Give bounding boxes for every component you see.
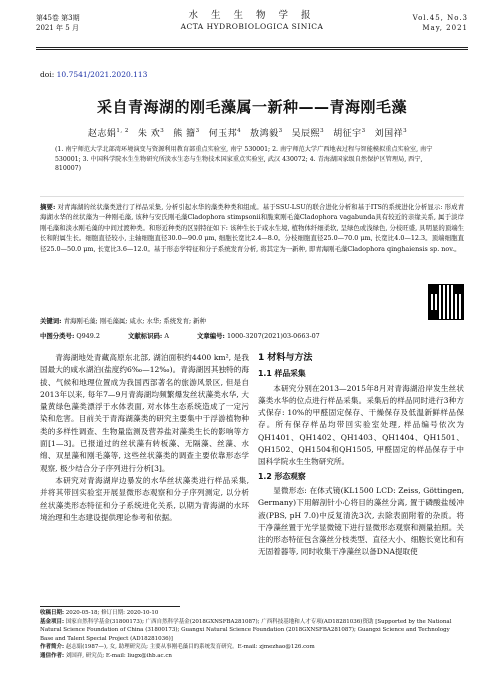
document-code: 文献标识码: A (127, 332, 169, 340)
author-name (292, 129, 325, 139)
footnote-received: 收稿日期: 2020-05-18; 修订日期: 2020-10-10 (40, 610, 159, 616)
footnote-corresponding: 通信作者: 刘国祥, 研究员; E-mail: liugx@ihb.ac.cn (40, 652, 172, 659)
volume-info-en (413, 13, 468, 33)
keywords-text: 青海刚毛藻; 刚毛藻属; 咸水; 水华; 系统发育; 新种 (63, 317, 206, 325)
author-name (138, 129, 164, 139)
volume-issue: 第45卷 第3期 (36, 14, 80, 22)
author-list (40, 126, 464, 139)
author-name-text: 赵志娟 (87, 129, 117, 139)
doi-line (40, 70, 147, 79)
author-affiliation-mark: 3 (403, 128, 408, 134)
intro-paragraph-1: 青海湖地处青藏高原东北部, 湖泊面积约4400 km², 是我国最大的咸水湖泊(盐度约6‰—12‰)。青海湖因其独特的海拔、气候和地理位置成为我国西部著名的旅游风景区, 但是自2013年以来, 每年7—9月青海湖均频繁爆发丝状藻类水华, 大量黄绿色藻类漂浮于水体表面, 对水体生态系统造成了一定污染和危害。目前关于青海湖藻类的研究主要集中于浮游植物种类的多样性调查、生物量监测及营养盐对藻类生长的影响等方面[1—3]。已报道过的丝状藻有转板藻、无隔藻、丝藻、水绵、双星藻和刚毛藻等, 这些丝状藻类的调查主要依靠形态学观察, 极少结合分子序列进行分析[3]。 (40, 353, 249, 473)
author-name (250, 129, 283, 139)
author-name-text: 刘国祥 (374, 129, 404, 139)
author-name-text: 朱 欢 (137, 129, 161, 139)
footnotes (40, 609, 464, 661)
author-name (375, 129, 408, 139)
keywords-label: 关键词: (40, 317, 62, 325)
author-affiliation-mark: 3 (160, 128, 165, 134)
footnote-funding: 基金项目: 国家自然科学基金(31800173); 广西自然科学基金(2018GXNSFBA281087); 广西科技基地和人才专项(AD18281036)资助 [Supported by the National Natural Science Foundation of China (31800173); Guangxi Natural Science Foundation (2018GXNSFBA281087); Guangxi Science and Technology Base and Talent Special Project (AD18281036)] (40, 618, 452, 642)
subsection-heading-1-2: 1.2 形态观察 (258, 471, 306, 481)
journal-name-cn: 水 生 生 物 学 报 (188, 10, 316, 21)
date-en: May, 2021 (422, 24, 468, 32)
journal-name (36, 10, 468, 32)
author-name-text: 吴辰熙 (291, 129, 321, 139)
abstract-label: 摘要: (40, 203, 56, 211)
author-name-text: 熊 籀 (173, 129, 196, 139)
qr-code[interactable] (428, 284, 464, 320)
abstract (40, 196, 464, 254)
keywords (40, 316, 400, 325)
author-name (88, 129, 129, 139)
author-affiliation-mark: 3 (320, 128, 325, 134)
author-affiliation-mark: 3 (361, 128, 366, 134)
footnote-author-bio: 作者简介: 赵志娟(1987—), 女, 助理研究员; 主要从事刚毛藻目的系统发育研究。E-mail: zjmezhao@126.com (40, 644, 315, 651)
author-name-text: 胡征宇 (333, 129, 362, 139)
author-affiliation-mark: 4 (237, 128, 242, 134)
author-name (173, 129, 199, 139)
author-name (209, 129, 242, 139)
section-heading-1: 1 材料与方法 (258, 353, 313, 363)
right-column (258, 352, 464, 559)
article-id: 文章编号: 1000-3207(2021)03-0663-07 (196, 332, 320, 340)
sampling-paragraph: 本研究分别在2013—2015年8月对青海湖沿岸发生丝状藻类水华的位点进行样品采集。采集后的样品同时进行3种方式保存: 10%的甲醛固定保存、干燥保存及低温新鲜样品保存。所有保存样品均带回实验室处理, 样品编号依次为QH1401、QH1402、QH1403、QH1404、QH1501、QH1502、QH1504和QH1505, 甲醛固定的样品保存于中国科学院水生生物研究所。 (258, 383, 464, 467)
left-column (40, 352, 249, 524)
author-affiliation-mark: 3 (278, 128, 283, 134)
article-title: 采自青海湖的刚毛藻属一新种——青海刚毛藻 (96, 98, 407, 116)
author-name-text: 何玉邦 (208, 129, 238, 139)
issue-date: 2021 年 5 月 (36, 24, 79, 32)
volume-en: Vol.45, No.3 (412, 14, 468, 22)
author-name (333, 129, 366, 139)
affiliations: (1. 南宁师范大学北部湾环境演变与资源利用教育部重点实验室, 南宁 530001; 2. 南宁师范大学广西地表过程与智能模拟重点实验室, 南宁 530001; 3. 中国科学院水生生物研究所淡水生态与生物技术国家重点实验室, 武汉 430072; 4. 青海湖国家级自然保护区管理局, 西宁, 810007) (55, 146, 433, 172)
author-affiliation-mark: 1, 2 (116, 128, 129, 134)
doi-link[interactable]: 10.7541/2021.2020.113 (56, 70, 148, 79)
classification-line (40, 331, 410, 340)
header-rule-thin (36, 49, 468, 50)
intro-paragraph-2: 本研究对青海湖岸边暴发的水华丝状藻类进行样品采集, 并将其带回实验室开展显微形态观察和分子序列测定, 以分析丝状藻类形态特征和分子系统进化关系, 以期为青海湖的水环境治理和生态建设提供理论参考和依据。 (40, 475, 249, 522)
journal-name-en: ACTA HYDROBIOLOGICA SINICA (180, 22, 324, 31)
subsection-heading-1-1: 1.1 样品采集 (258, 369, 306, 379)
morphology-paragraph: 显微形态: 在体式镜(KL1500 LCD: Zeiss, Göttingen, Germany)下用解剖针小心将目的藻丝分离, 置于磷酸盐缓冲液(PBS, pH 7.0)中反复清洗3次, 去除表面附着的杂质。将干净藻丝置于光学显微镜下进行显微形态观察和测量拍照。关注的形态特征包含藻丝分枝类型、直径大小、细胞长宽比和有无固着器等, 同时收集干净藻丝以备DNA提取使 (258, 485, 464, 557)
author-affiliation-mark: 3 (195, 128, 200, 134)
footnote-rule (40, 606, 180, 607)
abstract-text: 对青海湖的丝状藻类进行了样品采集, 分析引起水华的藻类种类和组成。基于SSU-LSU的联合进化分析和基于ITS的系统进化分析显示: 形成青海湖水华的丝状藻为一种刚毛藻, 该种与安氏刚毛藻Cladophora stimpsonii和脆束刚毛藻Cladophora vagabunda具有较近的亲缘关系, 属于淡岸刚毛藻和淡水刚毛藻的中间过渡种类。和形近种类的区别特征如下: 该种生长于咸水生境, 植物体纤细柔软, 呈绿色或浅绿色, 分枝旺盛, 具明显的顶端生长和附属生长。细胞直径较小, 主轴细胞直径30.0—90.0 μm, 细胞长宽比2.4—8.0。分枝细胞直径25.0—70.0 μm, 长宽比4.0—12.3。顶端细胞直径25.0—50.0 μm, 长宽比3.6—12.0。基于形态学特征和分子系统发育分析, 将其定为一新种, 即青海刚毛藻Cladophora qinghaiensis sp. nov.。 (40, 203, 465, 253)
header-rule (36, 47, 468, 48)
author-name-text: 敖鸿毅 (250, 129, 279, 139)
doi-label: doi: (40, 70, 57, 79)
clc-number: 中图分类号: Q949.2 (40, 332, 100, 340)
running-header (36, 10, 468, 46)
